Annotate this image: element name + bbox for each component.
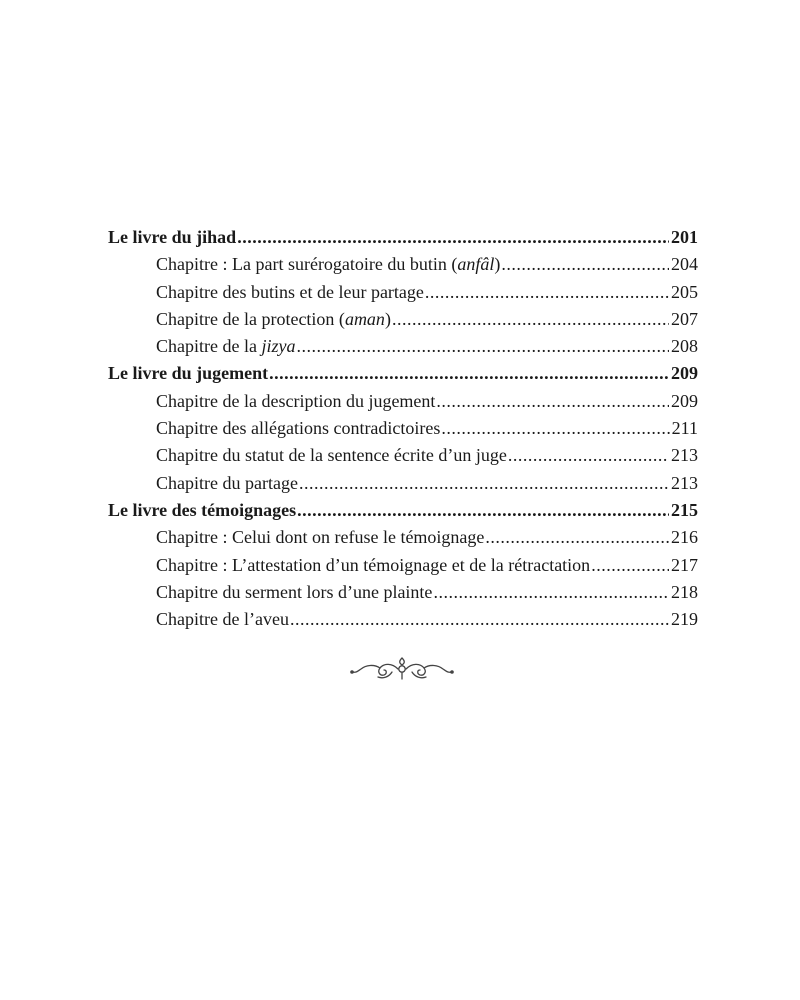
dot-leader xyxy=(501,251,669,278)
toc-entry-title: Le livre du jugement xyxy=(108,363,269,384)
toc-page-number: 209 xyxy=(671,390,698,411)
toc-page-number: 217 xyxy=(671,554,698,575)
dot-leader xyxy=(290,606,669,633)
toc-page-number: 208 xyxy=(671,336,698,357)
toc-entry-title xyxy=(156,415,440,442)
toc-page-number: 201 xyxy=(671,227,698,247)
toc-entry-title: Le livre du jihad xyxy=(108,227,237,247)
toc-entry-title xyxy=(156,470,298,497)
title-text: Chapitre du partage xyxy=(156,472,298,493)
toc-entry-title xyxy=(156,442,507,469)
toc-page-number: 205 xyxy=(671,281,698,302)
dot-leader xyxy=(508,442,669,469)
dot-leader xyxy=(392,306,669,333)
table-of-contents xyxy=(108,224,698,633)
toc-page-number: 218 xyxy=(671,581,698,602)
title-text: Chapitre : L’attestation d’un témoignage et de la rétractation xyxy=(156,554,591,575)
title-text: Chapitre du serment lors d’une plainte xyxy=(156,581,433,602)
toc-chapter-entry[interactable] xyxy=(108,442,698,469)
toc-chapter-entry[interactable] xyxy=(108,251,698,278)
italic-term: anfâl xyxy=(457,254,495,275)
toc-entry-title xyxy=(156,333,295,360)
toc-chapter-entry[interactable] xyxy=(108,524,698,551)
dot-leader xyxy=(296,333,669,360)
toc-chapter-entry[interactable] xyxy=(108,552,698,579)
toc-entry-title xyxy=(156,251,500,278)
toc-entry-title xyxy=(156,606,289,633)
title-text: Chapitre : La part surérogatoire du butin ( xyxy=(156,254,458,275)
italic-term: jizya xyxy=(261,336,296,357)
toc-chapter-entry[interactable] xyxy=(108,333,698,360)
toc-chapter-entry[interactable] xyxy=(108,415,698,442)
toc-chapter-entry[interactable] xyxy=(108,388,698,415)
dot-leader xyxy=(297,497,669,524)
toc-page-number: 215 xyxy=(671,499,698,520)
dot-leader xyxy=(269,360,669,387)
toc-page-number: 207 xyxy=(671,308,698,329)
toc-chapter-entry[interactable] xyxy=(108,470,698,497)
toc-chapter-entry[interactable] xyxy=(108,606,698,633)
toc-page-number: 213 xyxy=(671,472,698,493)
toc-page-number: 213 xyxy=(671,445,698,466)
dot-leader xyxy=(425,279,669,306)
toc-entry-title: Le livre des témoignages xyxy=(108,499,297,520)
toc-entry-title xyxy=(156,388,435,415)
toc-entry-title xyxy=(156,579,432,606)
title-text: Chapitre : Celui dont on refuse le témoignage xyxy=(156,527,485,548)
dot-leader xyxy=(433,579,669,606)
dot-leader xyxy=(299,470,669,497)
toc-book-entry[interactable] xyxy=(108,360,698,387)
title-text: Chapitre de l’aveu xyxy=(156,609,289,630)
toc-entry-title xyxy=(156,306,391,333)
dot-leader xyxy=(485,524,669,551)
toc-chapter-entry[interactable] xyxy=(108,579,698,606)
title-suffix: ) xyxy=(494,254,501,275)
title-text: Chapitre de la xyxy=(156,336,262,357)
toc-page-number: 204 xyxy=(671,254,698,275)
toc-page-number: 211 xyxy=(671,418,698,439)
toc-entry-title xyxy=(156,552,590,579)
toc-page-number: 209 xyxy=(671,363,698,384)
title-text: Chapitre du statut de la sentence écrite d’un juge xyxy=(156,445,507,466)
toc-entry-title xyxy=(156,279,424,306)
toc-entry-title xyxy=(156,524,484,551)
toc-book-entry[interactable] xyxy=(108,224,698,251)
toc-page-number: 216 xyxy=(671,527,698,548)
title-text: Chapitre des butins et de leur partage xyxy=(156,281,424,302)
title-text: Chapitre de la protection ( xyxy=(156,308,345,329)
dot-leader xyxy=(591,552,669,579)
dot-leader xyxy=(441,415,669,442)
title-suffix: ) xyxy=(384,308,391,329)
italic-term: aman xyxy=(344,308,385,329)
dot-leader xyxy=(436,388,669,415)
title-text: Chapitre de la description du jugement xyxy=(156,390,436,411)
toc-chapter-entry[interactable] xyxy=(108,306,698,333)
title-text: Chapitre des allégations contradictoires xyxy=(156,418,441,439)
dot-leader xyxy=(237,224,669,251)
toc-chapter-entry[interactable] xyxy=(108,279,698,306)
toc-book-entry[interactable] xyxy=(108,497,698,524)
toc-page-number: 219 xyxy=(671,609,698,630)
floral-divider-icon xyxy=(348,650,456,688)
